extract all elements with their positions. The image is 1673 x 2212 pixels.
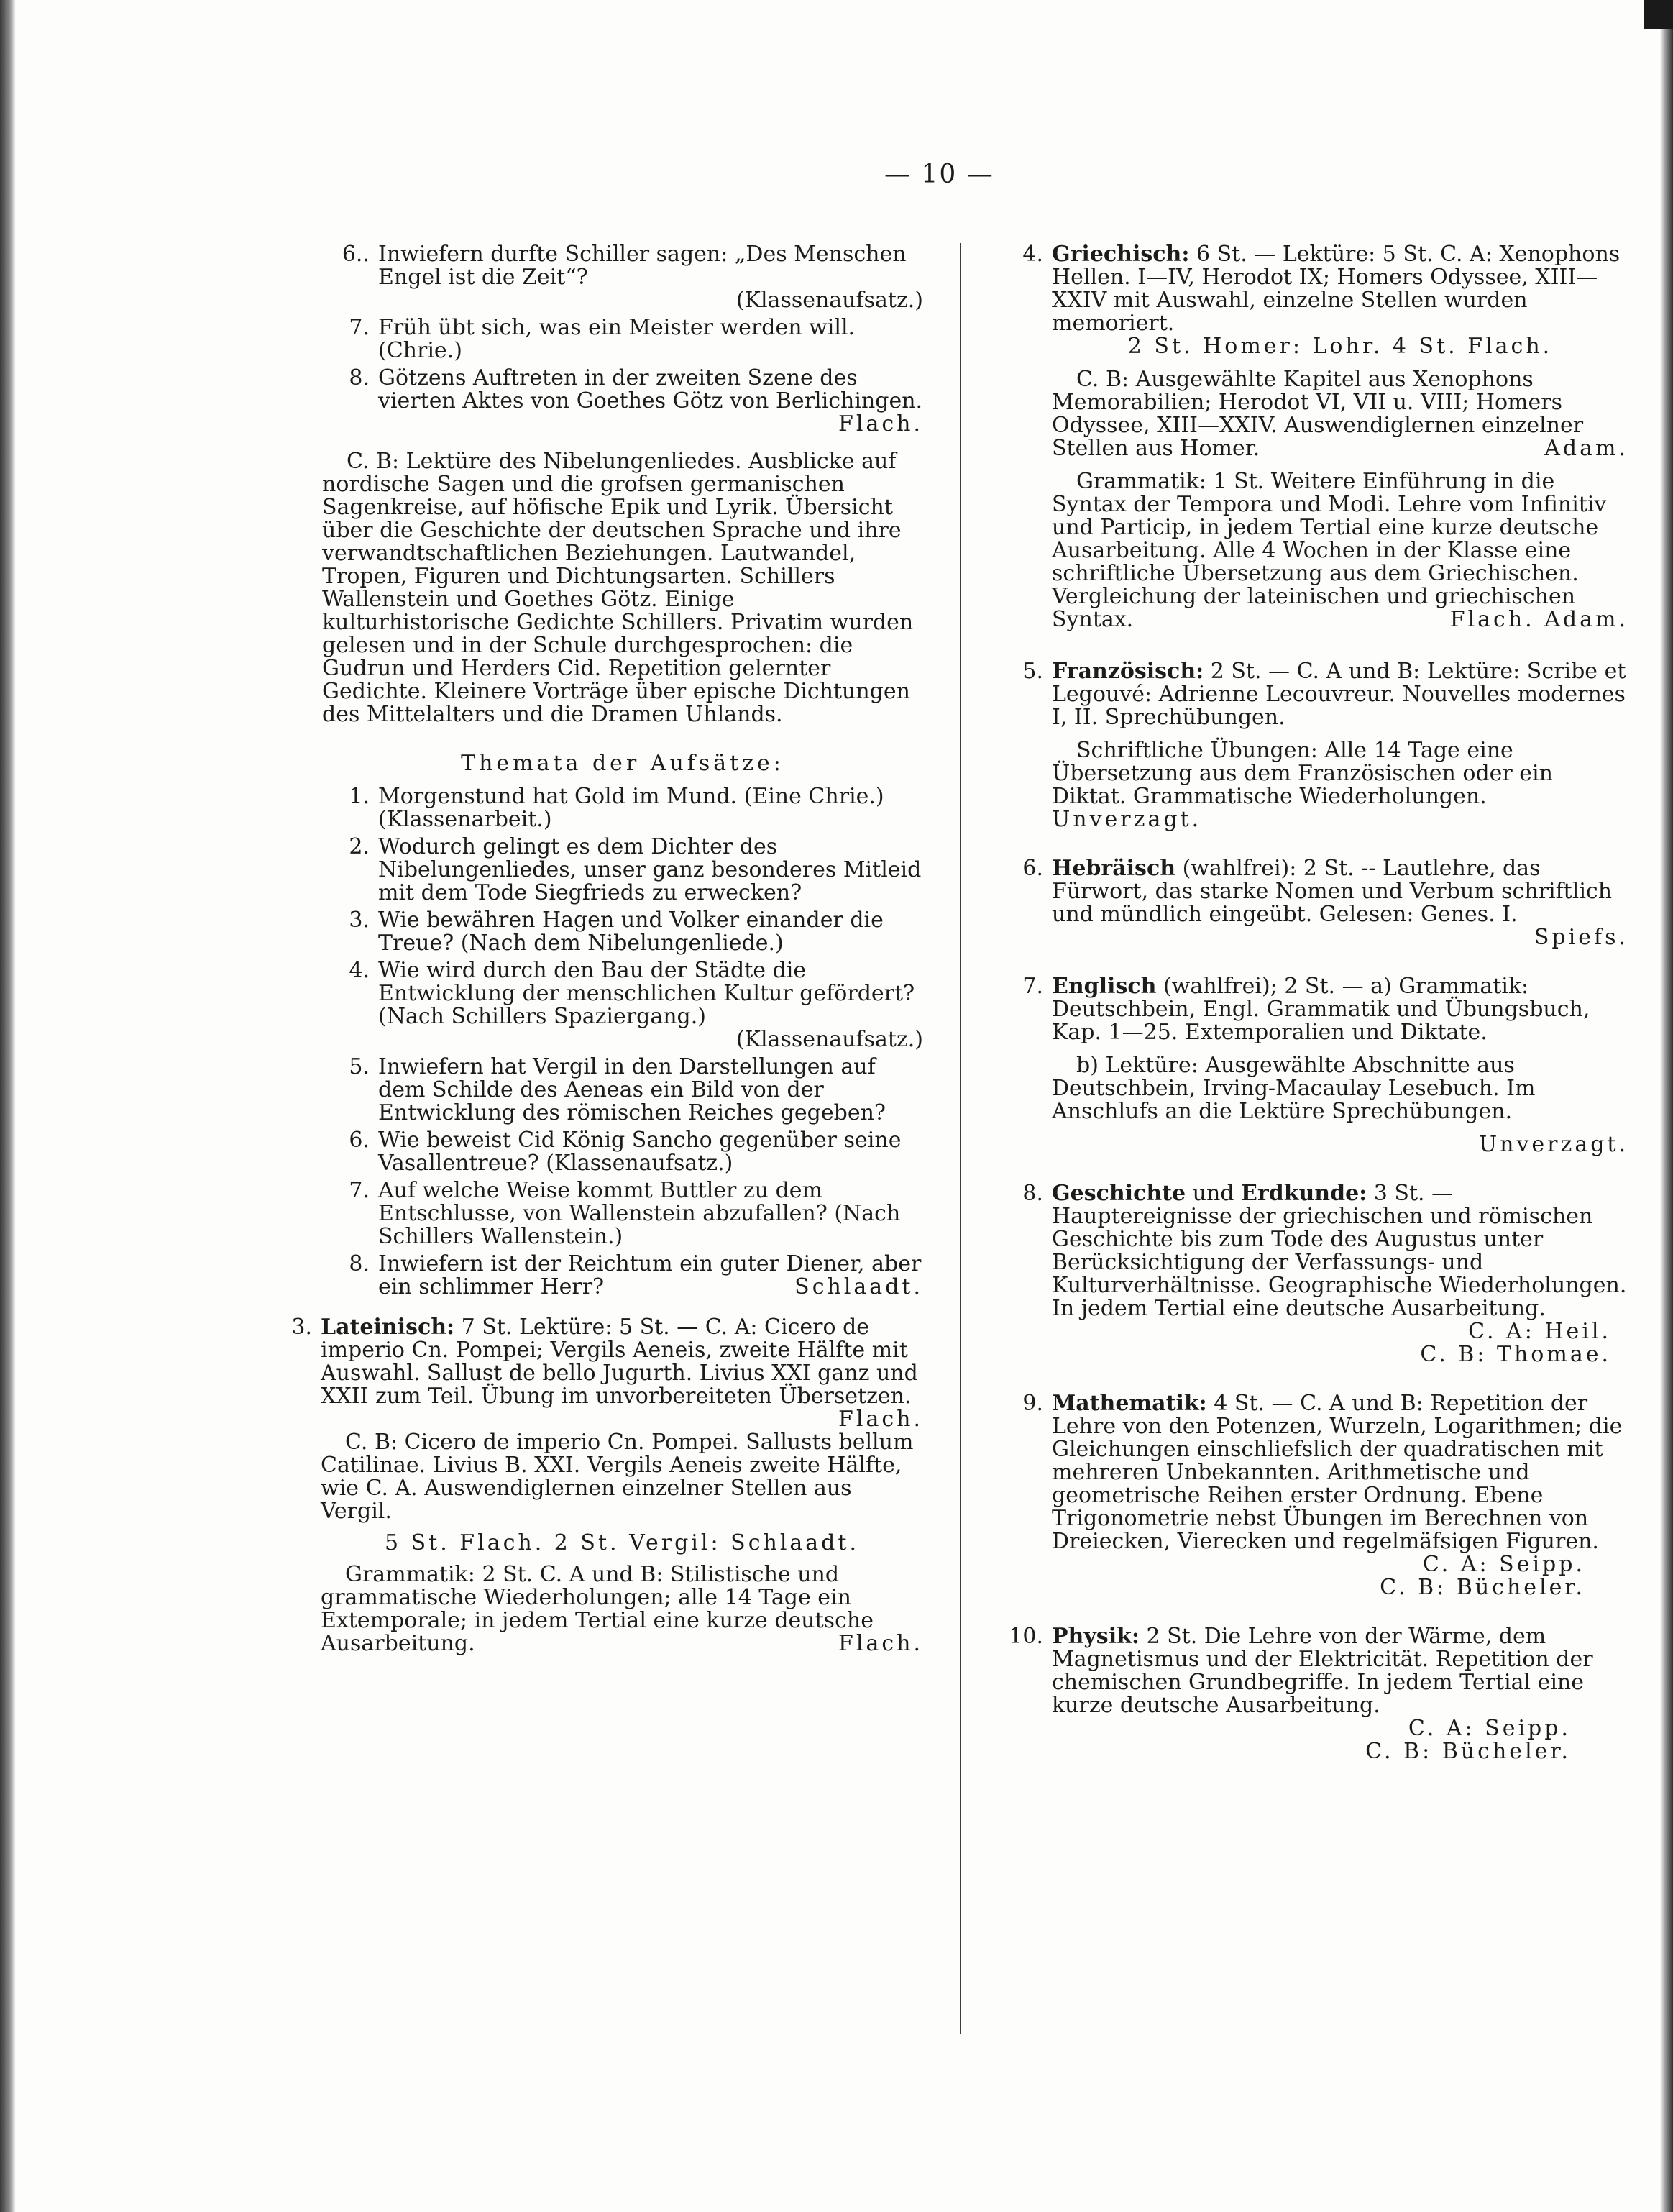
page-edge-right [1660,0,1673,2212]
section-title: Englisch [1052,974,1157,999]
section-title: Griechisch: [1052,242,1190,267]
themata-item: 5. Inwiefern hat Vergil in den Darstellungen auf dem Schilde des Aeneas ein Bild von der Entwicklung des römischen Reiches gegeben? [349,1054,886,1125]
section-title: Französisch: [1052,659,1204,684]
list-item: 8. Götzens Auftreten in der zweiten Szene des vierten Aktes von Goethes Götz von Berlichingen. Flach. [349,365,923,437]
list-item: 6.. Inwiefern durfte Schiller sagen: „Des Menschen Engel ist die Zeit“? (Klassenaufsatz.) [342,242,923,313]
column-divider [960,243,961,2034]
themata-item: 4. Wie wird durch den Bau der Städte die Entwicklung der menschlichen Kultur gefördert? (Nach Schillers Spaziergang.) (Klassenaufsatz.) [349,958,923,1052]
themata-item: 1. Morgenstund hat Gold im Mund. (Eine Chrie.) (Klassenarbeit.) [349,784,884,832]
section-title: Mathematik: [1052,1391,1207,1416]
left-column [291,242,923,1656]
themata-item: 7. Auf welche Weise kommt Buttler zu dem Entschlusse, von Wallenstein abzufallen? (Nach Schillers Wallenstein.) [349,1178,901,1249]
section-englisch: 7. Englisch (wahlfrei); 2 St. — a) Grammatik: Deutschbein, Engl. Grammatik und Übungsbuch, Kap. 1—25. Extemporalien und Diktate. b) Lektüre: Ausgewählte Abschnitte aus Deutschbein, Irving-Macaulay Lesebuch. Im Anschlufs an die Lektüre Sprechübungen. Unverzagt. [1022,974,1628,1157]
section-griechisch: 4. Griechisch: 6 St. — Lektüre: 5 St. C. A: Xenophons Hellen. I—IV, Herodot IX; Homers Odyssee, XIII—XXIV mit Auswahl, einzelne Stellen wurden memoriert. 2 St. Homer: Lohr. 4 St. Flach. C. B: Ausgewählte Kapitel aus Xenophons Memorabilien; Herodot VI, VII u. VIII; Homers Odyssee, XIII—XXIV. Auswendiglernen einzelner Stellen aus Homer. Adam. Grammatik: 1 St. Weitere Einführung in die Syntax der Tempora und Modi. Lehre vom Infinitiv und Particip, in jedem Tertial eine kurze deutsche Ausarbeitung. Alle 4 Wochen in der Klasse eine schriftliche Übersetzung aus dem Griechischen. Vergleichung der lateinischen und griechischen Syntax. Flach. Adam. [1022,242,1628,632]
section-hebraeisch: 6. Hebräisch (wahlfrei): 2 St. -- Lautlehre, das Fürwort, das starke Nomen und Verbum schriftlich und mündlich eingeübt. Gelesen: Genes. I. Spiefs. [1022,856,1628,950]
themata-item: 6. Wie beweist Cid König Sancho gegenüber seine Vasallentreue? (Klassenaufsatz.) [349,1128,902,1176]
section-franzoesisch: 5. Französisch: 2 St. — C. A und B: Lektüre: Scribe et Legouvé: Adrienne Lecouvreur. Nouvelles modernes I, II. Sprechübungen. Schriftliche Übungen: Alle 14 Tage eine Übersetzung aus dem Französischen oder ein Diktat. Grammatische Wiederholungen. Unverzagt. [1022,659,1626,832]
section-title: Physik: [1052,1624,1140,1649]
themata-heading: Themata der Aufsätze: [461,751,784,776]
section-geschichte: 8. Geschichte und Erdkunde: 3 St. — Hauptereignisse der griechischen und römischen Geschichte bis zum Tode des Augustus unter Berücksichtigung der Verfassungs- und Kulturverhältnisse. Geographische Wiederholungen. In jedem Tertial eine deutsche Ausarbeitung. C. A: Heil. C. B: Thomae. [1022,1181,1627,1367]
page-number: — 10 — [884,160,994,189]
themata-item: 8. Inwiefern ist der Reichtum ein guter Diener, aber ein schlimmer Herr? Schlaadt. [349,1251,923,1299]
list-item: 7. Früh übt sich, was ein Meister werden will. (Chrie.) [349,315,856,363]
section-physik: 10. Physik: 2 St. Die Lehre von der Wärme, dem Magnetismus und der Elektricität. Repetition der chemischen Grundbegriffe. In jedem Tertial eine kurze deutsche Ausarbeitung. C. A: Seipp. C. B: Bücheler. [1009,1624,1593,1764]
scan-corner [1644,0,1673,29]
themata-item: 3. Wie bewähren Hagen und Volker einander die Treue? (Nach dem Nibelungenliede.) [349,908,884,956]
page-edge-left [0,0,16,2212]
themata-item: 2. Wodurch gelingt es dem Dichter des Nibelungenliedes, unser ganz besonderes Mitleid mit dem Tode Siegfrieds zu erwecken? [349,834,922,905]
section-mathematik: 9. Mathematik: 4 St. — C. A und B: Repetition der Lehre von den Potenzen, Wurzeln, Logarithmen; die Gleichungen einschliefslich der quadratischen mit mehreren Unbekannten. Arithmetische und geometrische Reihen erster Ordnung. Ebene Trigonometrie nebst Übungen im Berechnen von Dreiecken, Vierecken und regelmäfsigen Figuren. C. A: Seipp. C. B: Bücheler. [1022,1391,1623,1600]
section-title: Lateinisch: [321,1315,455,1340]
section-title: Geschichte [1052,1181,1186,1206]
section-latein: 3. Lateinisch: 7 St. Lektüre: 5 St. — C. A: Cicero de imperio Cn. Pompei; Vergils Aeneis, zweite Hälfte mit Auswahl. Sallust de bello Jugurth. Livius XXI ganz und XXII zum Teil. Übung im unvorbereiteten Übersetzen. Flach. C. B: Cicero de imperio Cn. Pompei. Sallusts bellum Catilinae. Livius B. XXI. Vergils Aeneis zweite Hälfte, wie C. A. Auswendiglernen einzelner Stellen aus Vergil. 5 St. Flach. 2 St. Vergil: Schlaadt. Grammatik: 2 St. C. A und B: Stilistische und grammatische Wiederholungen; alle 14 Tage ein Extemporale; in jedem Tertial eine kurze deutsche Ausarbeitung. Flach. [291,1315,923,1656]
right-column [996,243,1628,1763]
section-title: Hebräisch [1052,856,1176,881]
cb-paragraph: C. B: Lektüre des Nibelungenliedes. Ausblicke auf nordische Sagen und die grofsen germanischen Sagenkreise, auf höfische Epik und Lyrik. Übersicht über die Geschichte der deutschen Sprache und ihre verwandtschaftlichen Beziehungen. Lautwandel, Tropen, Figuren und Dichtungsarten. Schillers Wallenstein und Goethes Götz. Einige kulturhistorische Gedichte Schillers. Privatim wurden gelesen und in der Schule durchgesprochen: die Gudrun und Herders Cid. Repetition gelernter Gedichte. Kleinere Vorträge über epische Dichtungen des Mittelalters und die Dramen Uhlands. [322,449,914,727]
